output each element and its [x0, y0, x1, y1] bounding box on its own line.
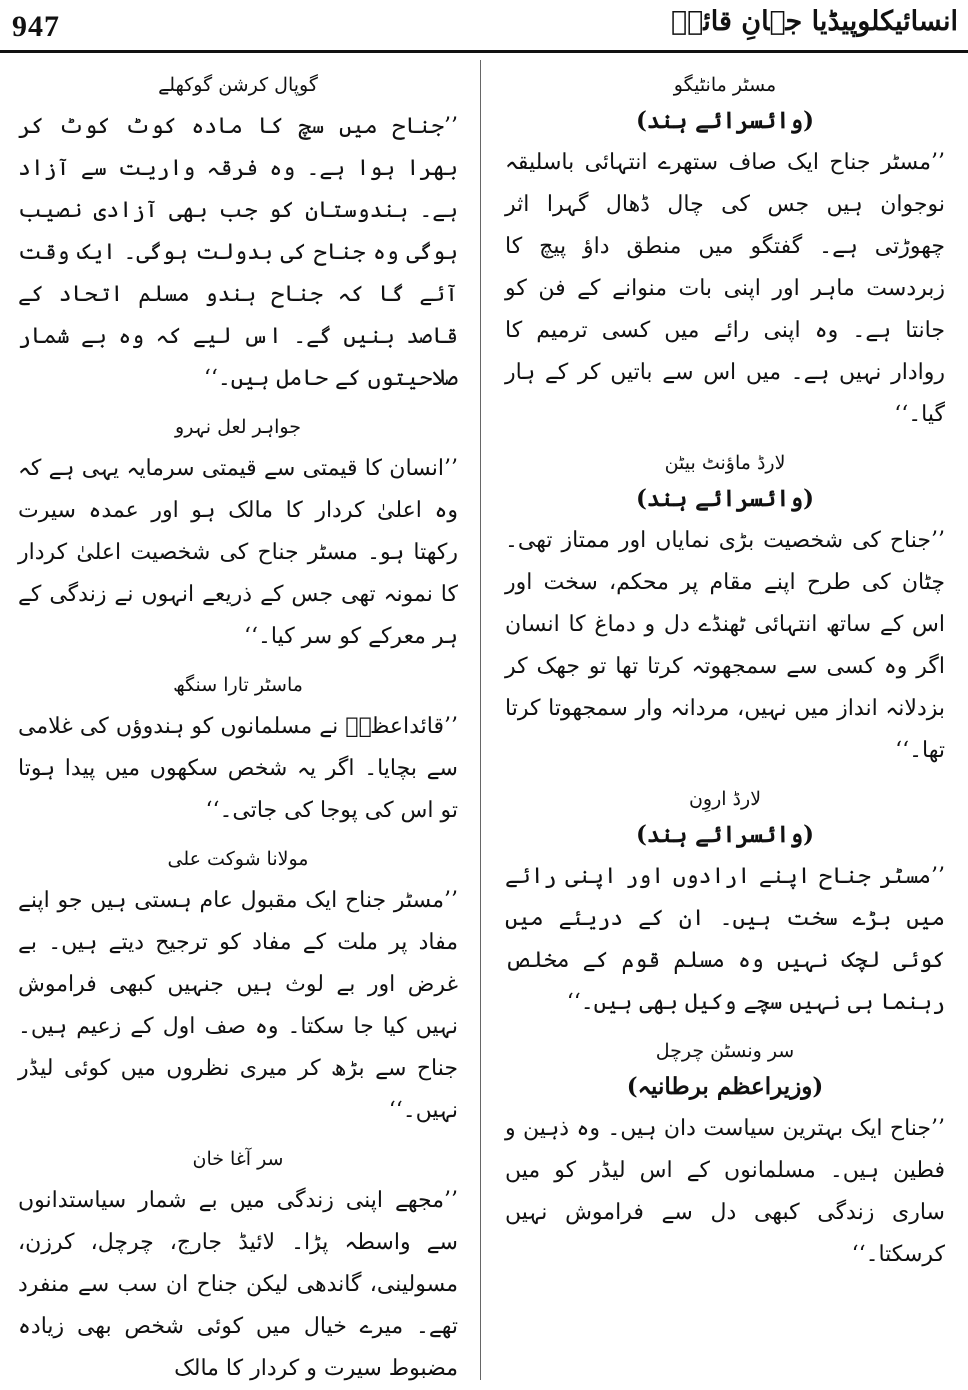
quote-author-name: لارڈ ماؤنٹ بیٹن [664, 452, 786, 474]
right-column [505, 60, 945, 1380]
quote-author-name: سر آغا خان [192, 1148, 284, 1170]
quote-author-name: گوپال کرشن گوکھلے [158, 74, 318, 96]
quote-author-role: (وزیراعظم برطانیہ) [626, 1073, 824, 1100]
quote-text: ’’قائداعظمؒ نے مسلمانوں کو ہندوؤں کی غلامی سے بچایا۔ اگر یہ شخص سکھوں میں پیدا ہوتا تو اس کی پوجا کی جاتی۔‘‘ [18, 714, 458, 823]
page-number: 947 [12, 10, 60, 43]
quote-author-name: مولانا شوکت علی [167, 848, 309, 870]
quote-text: ’’مجھے اپنی زندگی میں بے شمار سیاستدانوں سے واسطہ پڑا۔ لائیڈ جارج، چرچل، کرزن، مسولینی، گاندھی لیکن جناح ان سب سے منفرد تھے۔ میرے خیال میں کوئی شخص بھی زیادہ مضبوط سیرت و کردار کا مالک [18, 1188, 458, 1381]
quote-author-name: جواہر لعل نہرو [175, 416, 301, 438]
column-divider [480, 60, 481, 1380]
quote-text: ’’جناح میں سچ کا مادہ کوٹ کوٹ کر بھرا ہوا ہے۔ وہ فرقہ واریت سے آزاد ہے۔ ہندوستان کو جب بھی آزادی نصیب ہوگی وہ جناح کی بدولت ہوگی۔ ایک وقت آئے گا کہ جناح ہندو مسلم اتحاد کے قاصد بنیں گے۔ اس لیے کہ وہ بے شمار صلاحیتوں کے حامل ہیں۔‘‘ [18, 114, 458, 391]
header-rule [0, 50, 968, 53]
quote-author-role: (وائسرائے ہند) [635, 821, 814, 848]
quote-text: ’’جناح ایک بہترین سیاست دان ہیں۔ وہ ذہین و فطین ہیں۔ مسلمانوں کے اس لیڈر کو میں ساری زندگی کبھی دل سے فراموش نہیں کرسکتا۔‘‘ [505, 1116, 945, 1267]
quote-author-name: مسٹر مانٹیگو [673, 74, 777, 96]
left-column [18, 60, 458, 1380]
quote-text: ’’جناح کی شخصیت بڑی نمایاں اور ممتاز تھی۔ چٹان کی طرح اپنے مقام پر محکم، سخت اور اس کے ساتھ انتہائی ٹھنڈے دل و دماغ کا انسان اگر وہ کسی سے سمجھوتہ کرتا تھا تو جھک کر بزدلانہ انداز میں نہیں، مردانہ وار سمجھوتا کرتا تھا۔‘‘ [505, 528, 945, 763]
quote-author-name: سر ونسٹن چرچل [655, 1040, 795, 1062]
quote-author-role: (وائسرائے ہند) [635, 107, 814, 134]
quote-text: ’’مسٹر جناح اپنے ارادوں اور اپنی رائے میں بڑے سخت ہیں۔ ان کے دریئے میں کوئی لچک نہیں وہ مسلم قوم کے مخلص رہنما ہی نہیں سچے وکیل بھی ہیں۔‘‘ [505, 864, 945, 1015]
quote-text: ’’مسٹر جناح ایک صاف ستھرے انتہائی باسلیقہ نوجوان ہیں جس کی چال ڈھال گہرا اثر چھوڑتی ہے۔ گفتگو میں منطق داؤ پیچ کا زبردست ماہر اور اپنی بات منوانے کے فن کو جانتا ہے۔ وہ اپنی رائے میں کسی ترمیم کا روادار نہیں ہے۔ میں اس سے باتیں کر کے ہار گیا۔‘‘ [505, 150, 945, 427]
quote-author-role: (وائسرائے ہند) [635, 485, 814, 512]
quote-text: ’’انسان کا قیمتی سے قیمتی سرمایہ یہی ہے کہ وہ اعلیٰ کردار کا مالک ہو اور عمدہ سیرت رکھتا ہو۔ مسٹر جناح کی شخصیت اعلیٰ کردار کا نمونہ تھی جس کے ذریعے انہوں نے زندگی کے ہر معرکے کو سر کیا۔‘‘ [18, 456, 458, 649]
quote-text: ’’مسٹر جناح ایک مقبول عام ہستی ہیں جو اپنے مفاد پر ملت کے مفاد کو ترجیح دیتے ہیں۔ بے غرض اور بے لوث ہیں جنہیں کبھی فراموش نہیں کیا جا سکتا۔ وہ صف اول کے زعیم ہیں۔ جناح سے بڑھ کر میری نظروں میں کوئی لیڈر نہیں۔‘‘ [18, 888, 458, 1123]
quote-author-name: ماسٹر تارا سنگھ [173, 674, 303, 696]
book-title: انسائیکلوپیڈیا جہانِ قائدؒ [670, 6, 958, 37]
quote-author-name: لارڈ اروِن [688, 788, 762, 810]
page-header [0, 0, 968, 58]
